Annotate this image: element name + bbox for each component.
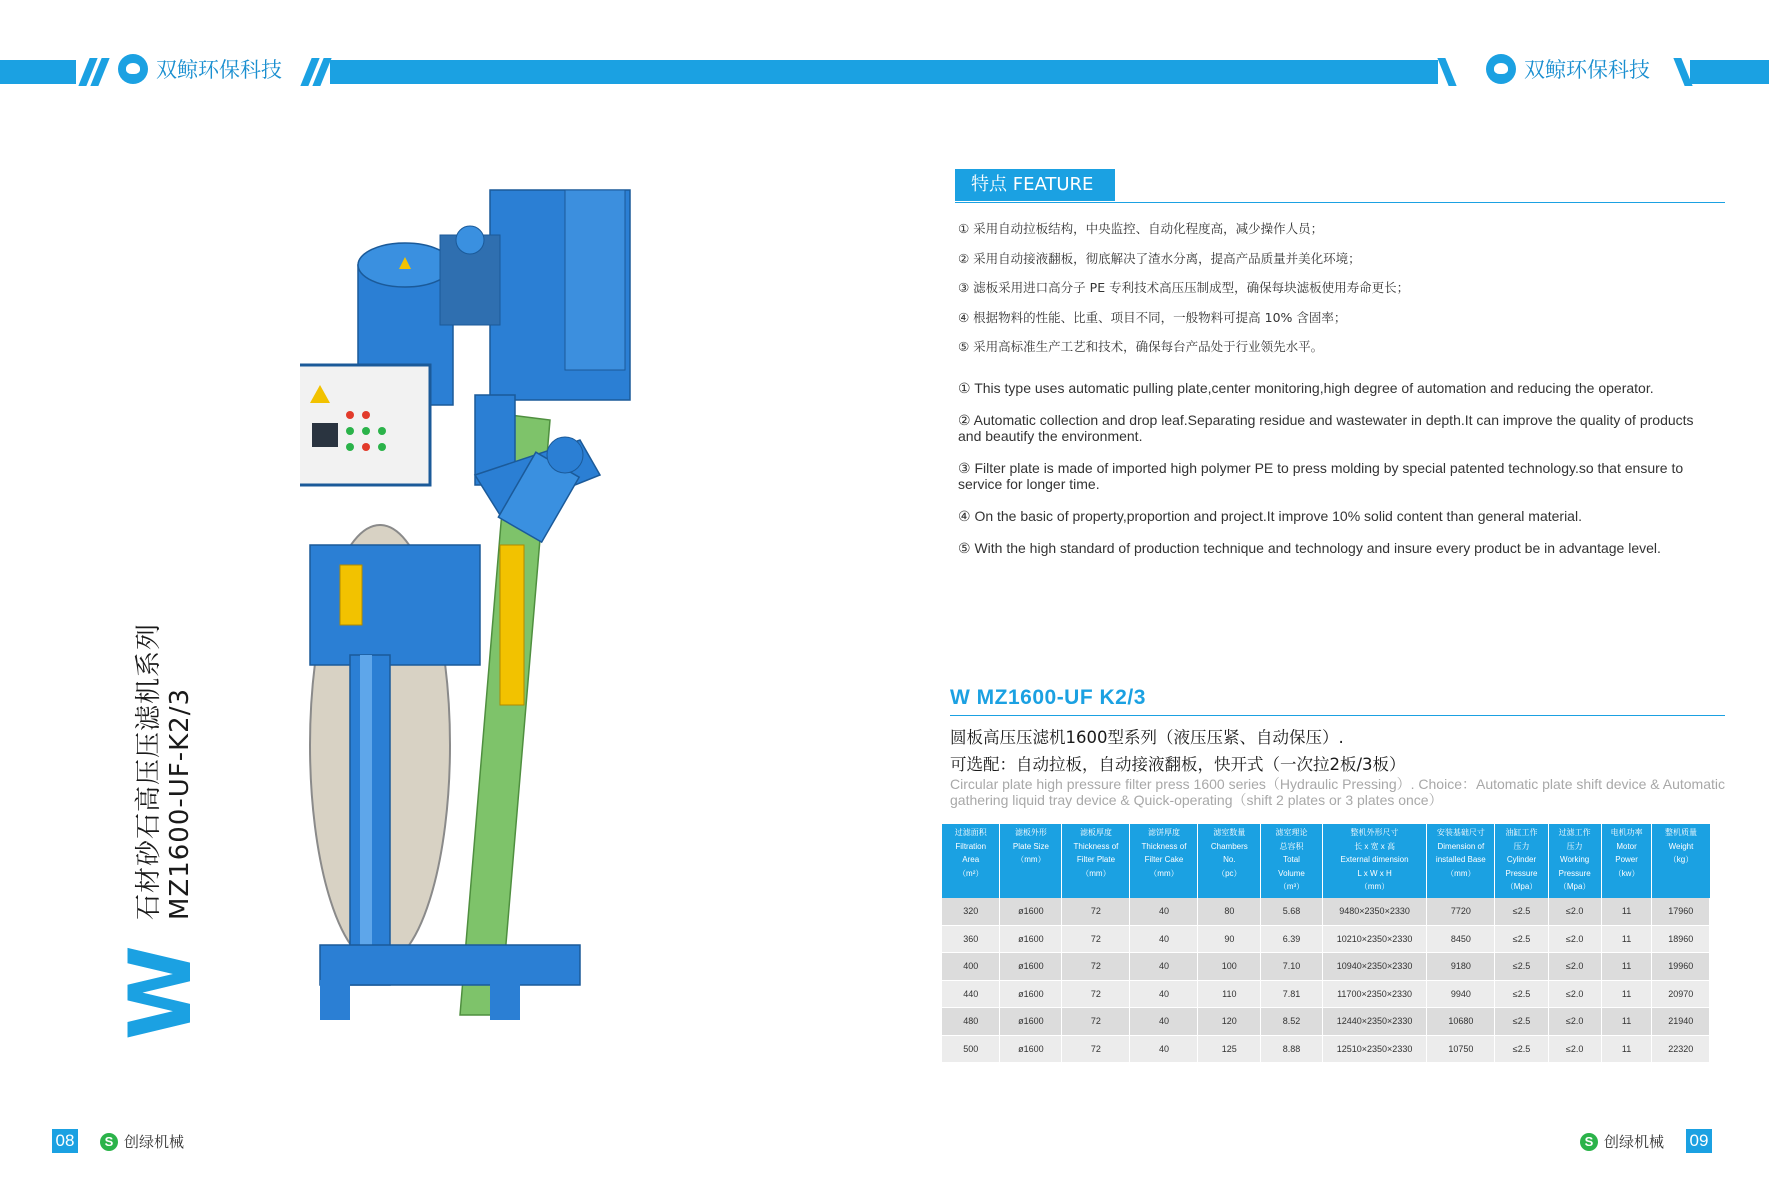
feature-item-cn: ④ 根据物料的性能、比重、项目不同，一般物料可提高 10% 含固率； <box>958 309 1347 325</box>
spec-table-row <box>942 925 1710 953</box>
spec-table-cell: 72 <box>1062 1035 1130 1063</box>
spec-table-cell: 11 <box>1601 980 1652 1008</box>
model-rule <box>950 715 1725 716</box>
spec-table-cell: 8.52 <box>1261 1008 1323 1036</box>
header-brand-right <box>1486 54 1650 84</box>
header-band-center <box>330 60 1438 84</box>
spec-table-body <box>942 898 1710 1063</box>
spec-table-cell: 10940×2350×2330 <box>1322 953 1426 981</box>
feature-item-en: ③ Filter plate is made of imported high polymer PE to press molding by special patented technology.so that ensure to service for longer time. <box>958 460 1684 492</box>
spec-table-cell: ≤2.0 <box>1548 898 1601 925</box>
feature-item-en: ② Automatic collection and drop leaf.Separating residue and wastewater in depth.It can improve the quality of products and beautify the environment. <box>958 412 1694 444</box>
spec-table-cell: 11 <box>1601 1008 1652 1036</box>
spec-table-cell: 10680 <box>1427 1008 1495 1036</box>
footer-brand-right <box>1580 1131 1664 1152</box>
spec-table-cell: ø1600 <box>1000 1008 1062 1036</box>
feature-tab-cn: 特点 <box>971 174 1007 195</box>
spec-table-cell: 72 <box>1062 980 1130 1008</box>
whale-logo-icon <box>118 54 148 84</box>
s-logo-icon: S <box>1580 1133 1598 1151</box>
spec-table-header: 整机外形尺寸 长 x 宽 x 高 External dimension L x W x H （mm） <box>1322 824 1426 898</box>
feature-item-en: ⑤ With the high standard of production technique and technology and insure every product be in advantage level. <box>958 540 1661 556</box>
spec-table-header: 滤饼厚度 Thickness of Filter Cake （mm） <box>1130 824 1198 898</box>
spec-table-cell: 100 <box>1198 953 1261 981</box>
footer-brand-right-label: 创绿机械 <box>1604 1133 1665 1151</box>
spec-table-row <box>942 980 1710 1008</box>
spec-table-cell: ≤2.0 <box>1548 980 1601 1008</box>
spec-table-cell: 72 <box>1062 925 1130 953</box>
spec-table-cell: 7.10 <box>1261 953 1323 981</box>
spec-table-cell: 7.81 <box>1261 980 1323 1008</box>
header-brand-right-label: 双鲸环保科技 <box>1524 58 1650 82</box>
spec-table-cell: ø1600 <box>1000 980 1062 1008</box>
footer-brand-left <box>100 1131 184 1152</box>
spec-table-cell: 10210×2350×2330 <box>1322 925 1426 953</box>
spec-table-cell: 11 <box>1601 925 1652 953</box>
spec-table-cell: 500 <box>942 1035 1000 1063</box>
spec-table-cell: 12440×2350×2330 <box>1322 1008 1426 1036</box>
spec-table-cell: 8450 <box>1427 925 1495 953</box>
side-title-text <box>128 623 195 920</box>
spec-table-cell: 11 <box>1601 1035 1652 1063</box>
spec-table-cell: ≤2.5 <box>1495 925 1548 953</box>
header-slash <box>1437 58 1456 86</box>
spec-table-cell: 20970 <box>1652 980 1710 1008</box>
spec-table <box>942 824 1710 1063</box>
spec-table-cell: ø1600 <box>1000 898 1062 925</box>
spec-table-cell: 440 <box>942 980 1000 1008</box>
spec-table-row <box>942 898 1710 925</box>
side-title-en: MZ1600-UF-K2/3 <box>164 687 195 921</box>
spec-table-cell: 480 <box>942 1008 1000 1036</box>
spec-table-row <box>942 953 1710 981</box>
spec-table-cell: 9940 <box>1427 980 1495 1008</box>
spec-table-header: 电机功率 Motor Power （kw） <box>1601 824 1652 898</box>
spec-table-row <box>942 1035 1710 1063</box>
spec-table-cell: 11700×2350×2330 <box>1322 980 1426 1008</box>
feature-rule <box>955 202 1725 203</box>
spec-table-cell: ≤2.5 <box>1495 1035 1548 1063</box>
model-description-cn <box>950 724 1406 778</box>
feature-tab-en: FEATURE <box>1012 174 1094 195</box>
spec-table-header-row <box>942 824 1710 898</box>
side-title-letter: W <box>111 945 211 1040</box>
spec-table-cell: 320 <box>942 898 1000 925</box>
header-brand-left <box>118 54 282 84</box>
spec-table-cell: 72 <box>1062 1008 1130 1036</box>
header-band-right <box>1690 60 1769 84</box>
spec-table-cell: 400 <box>942 953 1000 981</box>
spec-table-cell: ≤2.5 <box>1495 1008 1548 1036</box>
spec-table-cell: ≤2.0 <box>1548 925 1601 953</box>
spec-table-header: 过滤面积 Filtration Area （m²） <box>942 824 1000 898</box>
spec-table-cell: 9480×2350×2330 <box>1322 898 1426 925</box>
header-band-left <box>0 60 76 84</box>
feature-item-en: ① This type uses automatic pulling plate,center monitoring,high degree of automation and reducing the operator. <box>958 380 1654 396</box>
spec-table-cell: 19960 <box>1652 953 1710 981</box>
spec-table-cell: 80 <box>1198 898 1261 925</box>
spec-table-header: 滤板外形 Plate Size （mm） <box>1000 824 1062 898</box>
spec-table-cell: 90 <box>1198 925 1261 953</box>
spec-table-cell: ≤2.5 <box>1495 980 1548 1008</box>
spec-table-cell: 6.39 <box>1261 925 1323 953</box>
spec-table-cell: ≤2.5 <box>1495 953 1548 981</box>
spec-table-cell: 9180 <box>1427 953 1495 981</box>
page-number-left: 08 <box>52 1129 78 1153</box>
feature-item-en: ④ On the basic of property,proportion and project.It improve 10% solid content than general material. <box>958 508 1582 524</box>
spec-table-cell: 7720 <box>1427 898 1495 925</box>
feature-tab <box>955 169 1115 201</box>
s-logo-icon: S <box>100 1133 118 1151</box>
feature-item-cn: ③ 滤板采用进口高分子 PE 专利技术高压压制成型，确保每块滤板使用寿命更长； <box>958 280 1410 295</box>
spec-table-cell: ø1600 <box>1000 925 1062 953</box>
side-title <box>111 623 211 1040</box>
feature-item-cn: ② 采用自动接液翻板，彻底解决了渣水分离，提高产品质量并美化环境； <box>958 250 1361 266</box>
spec-table-cell: 12510×2350×2330 <box>1322 1035 1426 1063</box>
spec-table-header: 滤室理论 总容积 Total Volume （m³） <box>1261 824 1323 898</box>
model-description-cn-line: 圆板高压压滤机1600型系列（液压压紧、自动保压）. <box>950 728 1344 747</box>
spec-table-cell: 40 <box>1130 925 1198 953</box>
spec-table-header: 安装基础尺寸 Dimension of installed Base （mm） <box>1427 824 1495 898</box>
spec-table-cell: 40 <box>1130 980 1198 1008</box>
spec-table-cell: 125 <box>1198 1035 1261 1063</box>
spec-table-cell: 40 <box>1130 1008 1198 1036</box>
spec-table-cell: 17960 <box>1652 898 1710 925</box>
side-title-cn: 石材砂石高压压滤机系列 <box>133 623 164 921</box>
spec-table-cell: 22320 <box>1652 1035 1710 1063</box>
spec-table-header: 油缸工作 压力 Cylinder Pressure （Mpa） <box>1495 824 1548 898</box>
page-number-right: 09 <box>1686 1129 1712 1153</box>
spec-table-cell: 40 <box>1130 1035 1198 1063</box>
model-title: W MZ1600-UF K2/3 <box>950 686 1146 709</box>
spec-table-row <box>942 1008 1710 1036</box>
spec-table-cell: 72 <box>1062 953 1130 981</box>
spec-table-cell: 11 <box>1601 953 1652 981</box>
filter-press-machine-image <box>300 185 730 1045</box>
header-brand-left-label: 双鲸环保科技 <box>156 58 282 82</box>
spec-table-cell: 72 <box>1062 898 1130 925</box>
feature-item-cn: ⑤ 采用高标准生产工艺和技术，确保每台产品处于行业领先水平。 <box>958 339 1324 354</box>
spec-table-cell: 110 <box>1198 980 1261 1008</box>
spec-table-cell: 11 <box>1601 898 1652 925</box>
model-description-cn-line: 可选配：自动拉板，自动接液翻板，快开式（一次拉2板/3板） <box>950 755 1406 774</box>
spec-table-cell: 40 <box>1130 953 1198 981</box>
spec-table-header: 整机质量 Weight （kg） <box>1652 824 1710 898</box>
spec-table-cell: ø1600 <box>1000 953 1062 981</box>
spec-table-cell: 8.88 <box>1261 1035 1323 1063</box>
spec-table-cell: 40 <box>1130 898 1198 925</box>
whale-logo-icon <box>1486 54 1516 84</box>
feature-list-en <box>958 380 1718 572</box>
spec-table-cell: 360 <box>942 925 1000 953</box>
spec-table-header: 滤板厚度 Thickness of Filter Plate （mm） <box>1062 824 1130 898</box>
model-description-en: Circular plate high pressure filter press 1600 series（Hydraulic Pressing）. Choice：Automatic plate shift device & Automatic gathering liquid tray device & Quick-operating（shift 2 plates or 3 plates once） <box>950 776 1726 808</box>
footer-brand-left-label: 创绿机械 <box>124 1133 185 1151</box>
spec-table-cell: ≤2.0 <box>1548 1035 1601 1063</box>
spec-table-cell: 120 <box>1198 1008 1261 1036</box>
spec-table-cell: 10750 <box>1427 1035 1495 1063</box>
spec-table-cell: ø1600 <box>1000 1035 1062 1063</box>
spec-table-cell: 21940 <box>1652 1008 1710 1036</box>
spec-table-cell: ≤2.5 <box>1495 898 1548 925</box>
spec-table-header: 过滤工作 压力 Working Pressure （Mpa） <box>1548 824 1601 898</box>
feature-list-cn <box>958 220 1718 368</box>
feature-item-cn: ① 采用自动拉板结构，中央监控、自动化程度高，减少操作人员； <box>958 221 1324 236</box>
spec-table-cell: ≤2.0 <box>1548 1008 1601 1036</box>
spec-table-cell: ≤2.0 <box>1548 953 1601 981</box>
spec-table-header: 滤室数量 Chambers No. （pc） <box>1198 824 1261 898</box>
spec-table-cell: 5.68 <box>1261 898 1323 925</box>
spec-table-cell: 18960 <box>1652 925 1710 953</box>
